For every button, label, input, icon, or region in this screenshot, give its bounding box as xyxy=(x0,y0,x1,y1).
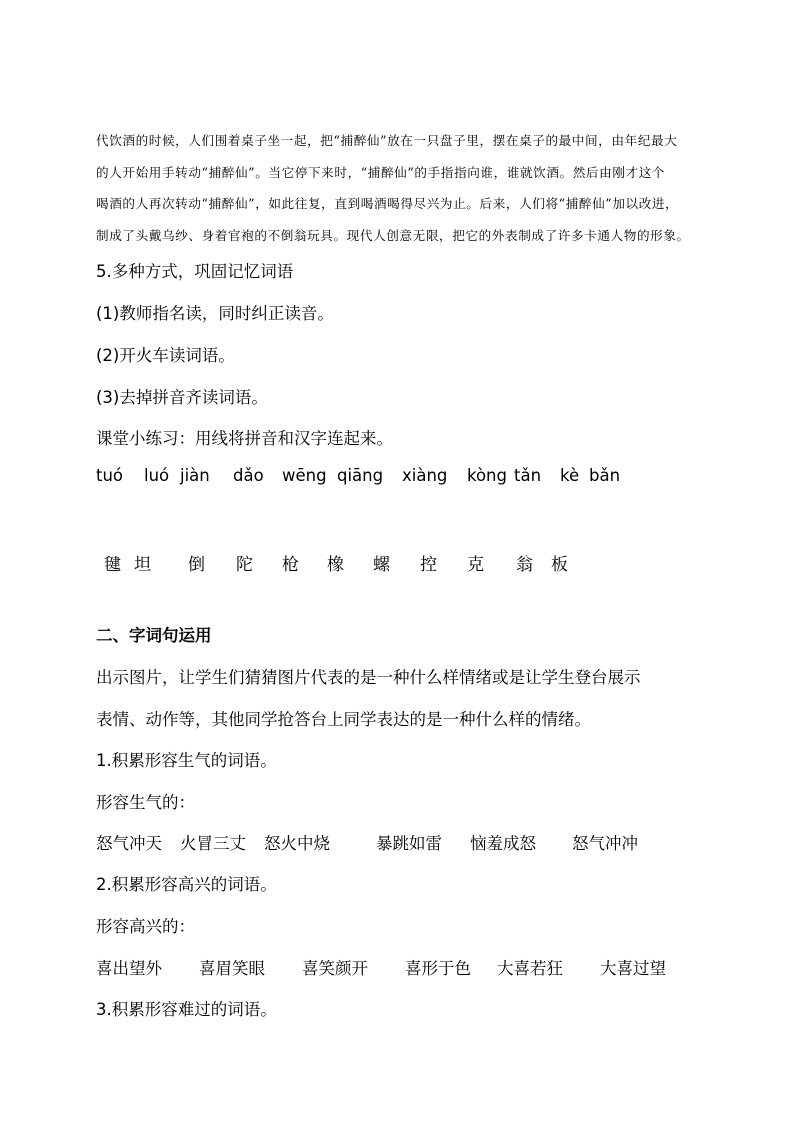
hanzi-item: 枪 xyxy=(282,555,299,575)
happy-word: 喜出望外 xyxy=(96,959,162,978)
pinyin-item: xiàng xyxy=(402,466,448,485)
angry-word: 恼羞成怒 xyxy=(470,834,536,853)
hanzi-item: 螺 xyxy=(373,555,390,575)
exercise-title: 课堂小练习：用线将拼音和汉字连起来。 xyxy=(96,429,393,448)
angry-word: 怒气冲冲 xyxy=(572,834,638,853)
angry-word: 火冒三丈 xyxy=(180,834,246,853)
angry-word: 怒火中烧 xyxy=(264,834,330,853)
item2-title: 2.积累形容高兴的词语。 xyxy=(96,875,277,894)
pinyin-item: jiàn xyxy=(180,466,210,485)
intro-line-4: 制成了头戴乌纱、身着官袍的不倒翁玩具。现代人创意无限，把它的外表制成了许多卡通人物的形象。 xyxy=(96,228,690,243)
hanzi-item: 陀 xyxy=(236,555,253,575)
item2-label: 形容高兴的： xyxy=(96,917,195,936)
hanzi-item: 控 xyxy=(420,555,437,575)
pinyin-item: tuó xyxy=(96,466,124,485)
section2-intro-line-1: 出示图片，让学生们猜猜图片代表的是一种什么样情绪或是让学生登台展示 xyxy=(96,668,641,687)
pinyin-item: bǎn xyxy=(589,466,621,485)
section5-step-1: (1)教师指名读，同时纠正读音。 xyxy=(96,304,334,323)
hanzi-item: 坦 xyxy=(134,555,151,575)
hanzi-item: 克 xyxy=(467,555,484,575)
pinyin-item: dǎo xyxy=(233,466,264,485)
pinyin-item: luó xyxy=(144,466,170,485)
happy-word: 大喜若狂 xyxy=(497,959,563,978)
intro-line-2: 的人开始用手转动“捕醉仙”。当它停下来时，“捕醉仙”的手指指向谁，谁就饮酒。然后由刚才这个 xyxy=(96,165,666,180)
item3-title: 3.积累形容难过的词语。 xyxy=(96,1000,277,1019)
pinyin-item: wēng xyxy=(282,466,327,485)
section5-step-2: (2)开火车读词语。 xyxy=(96,346,235,365)
hanzi-item: 翁 xyxy=(516,555,533,575)
item1-label: 形容生气的： xyxy=(96,793,195,812)
hanzi-item: 板 xyxy=(551,555,568,575)
hanzi-item: 倒 xyxy=(188,555,205,575)
item1-title: 1.积累形容生气的词语。 xyxy=(96,751,277,770)
happy-word: 喜形于色 xyxy=(405,959,471,978)
happy-word: 喜笑颜开 xyxy=(302,959,368,978)
happy-word: 大喜过望 xyxy=(600,959,666,978)
hanzi-item: 橡 xyxy=(327,555,344,575)
section5-title: 5.多种方式，巩固记忆词语 xyxy=(96,262,294,281)
intro-line-3: 喝酒的人再次转动“捕醉仙”，如此往复，直到喝酒喝得尽兴为止。后来，人们将“捕醉仙”加以改进， xyxy=(96,196,679,211)
pinyin-item: tǎn xyxy=(514,466,542,485)
section5-step-3: (3)去掉拼音齐读词语。 xyxy=(96,388,268,407)
happy-word: 喜眉笑眼 xyxy=(199,959,265,978)
section2-intro-line-2: 表情、动作等，其他同学抢答台上同学表达的是一种什么样的情绪。 xyxy=(96,710,591,729)
pinyin-item: qiāng xyxy=(337,466,384,485)
pinyin-item: kòng xyxy=(467,466,507,485)
intro-line-1: 代饮酒的时候，人们围着桌子坐一起，把“捕醉仙”放在一只盘子里，摆在桌子的最中间，由年纪最大 xyxy=(96,133,678,148)
section2-heading: 二、字词句运用 xyxy=(96,626,212,645)
pinyin-item: kè xyxy=(560,466,580,485)
angry-word: 怒气冲天 xyxy=(96,834,162,853)
hanzi-item: 毽 xyxy=(104,555,121,575)
angry-word: 暴跳如雷 xyxy=(376,834,442,853)
